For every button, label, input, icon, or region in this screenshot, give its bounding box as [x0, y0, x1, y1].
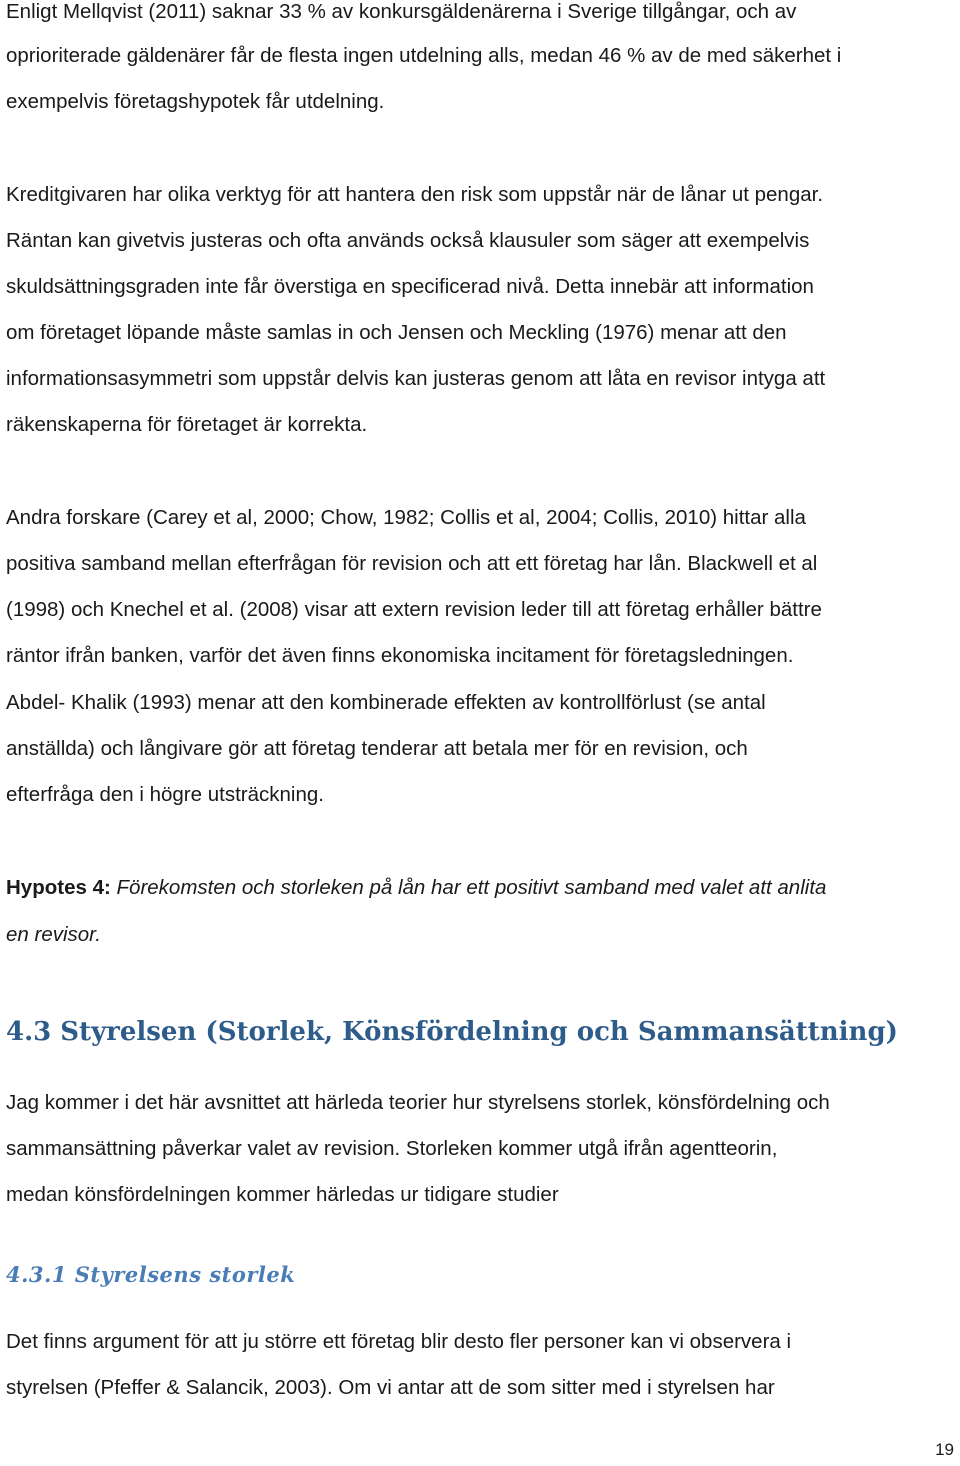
para1-line-2: oprioriterade gäldenärer får de flesta ingen utdelning alls, medan 46 % av de med säkerhet i	[6, 44, 842, 67]
para4-line-3: medan könsfördelningen kommer härledas ur tidigare studier	[6, 1183, 559, 1206]
hypothesis-label: Hypotes 4:	[6, 876, 111, 899]
para5-line-2: styrelsen (Pfeffer & Salancik, 2003). Om vi antar att de som sitter med i styrelsen har	[6, 1376, 775, 1399]
hypothesis-line-2: en revisor.	[6, 923, 101, 946]
para3-line-1: Andra forskare (Carey et al, 2000; Chow, 1982; Collis et al, 2004; Collis, 2010) hittar alla	[6, 506, 806, 529]
para2-line-5: informationsasymmetri som uppstår delvis kan justeras genom att låta en revisor intyga att	[6, 367, 826, 390]
para1-line-1: Enligt Mellqvist (2011) saknar 33 % av konkursgäldenärerna i Sverige tillgångar, och av	[6, 0, 797, 23]
hypothesis-line-1	[6, 876, 826, 900]
para4-line-2: sammansättning påverkar valet av revision. Storleken kommer utgå ifrån agentteorin,	[6, 1137, 778, 1160]
para2-line-6: räkenskaperna för företaget är korrekta.	[6, 413, 368, 436]
para2-line-3: skuldsättningsgraden inte får överstiga en specificerad nivå. Detta innebär att information	[6, 275, 814, 298]
hypothesis-text: Förekomsten och storleken på lån har ett positivt samband med valet att anlita	[116, 876, 827, 899]
para3-line-4: räntor ifrån banken, varför det även finns ekonomiska incitament för företagsledningen.	[6, 644, 794, 667]
page-number: 19	[935, 1440, 954, 1459]
para3-line-7: efterfråga den i högre utsträckning.	[6, 783, 324, 806]
para4-line-1: Jag kommer i det här avsnittet att härleda teorier hur styrelsens storlek, könsfördelning och	[6, 1091, 830, 1114]
subsection-heading: 4.3.1 Styrelsens storlek	[6, 1262, 296, 1287]
para3-line-6: anställda) och långivare gör att företag tenderar att betala mer för en revision, och	[6, 737, 748, 760]
para5-line-1: Det finns argument för att ju större ett företag blir desto fler personer kan vi observera i	[6, 1330, 792, 1353]
section-heading: 4.3 Styrelsen (Storlek, Könsfördelning och Sammansättning)	[6, 1017, 898, 1047]
para2-line-4: om företaget löpande måste samlas in och Jensen och Meckling (1976) menar att den	[6, 321, 787, 344]
para3-line-3: (1998) och Knechel et al. (2008) visar att extern revision leder till att företag erhåller bättre	[6, 598, 822, 621]
para3-line-5: Abdel- Khalik (1993) menar att den kombinerade effekten av kontrollförlust (se antal	[6, 691, 766, 714]
para2-line-2: Räntan kan givetvis justeras och ofta används också klausuler som säger att exempelvis	[6, 229, 810, 252]
para3-line-2: positiva samband mellan efterfrågan för revision och att ett företag har lån. Blackwell et al	[6, 552, 818, 575]
para1-line-3: exempelvis företagshypotek får utdelning.	[6, 90, 385, 113]
para2-line-1: Kreditgivaren har olika verktyg för att hantera den risk som uppstår när de lånar ut pengar.	[6, 183, 824, 206]
